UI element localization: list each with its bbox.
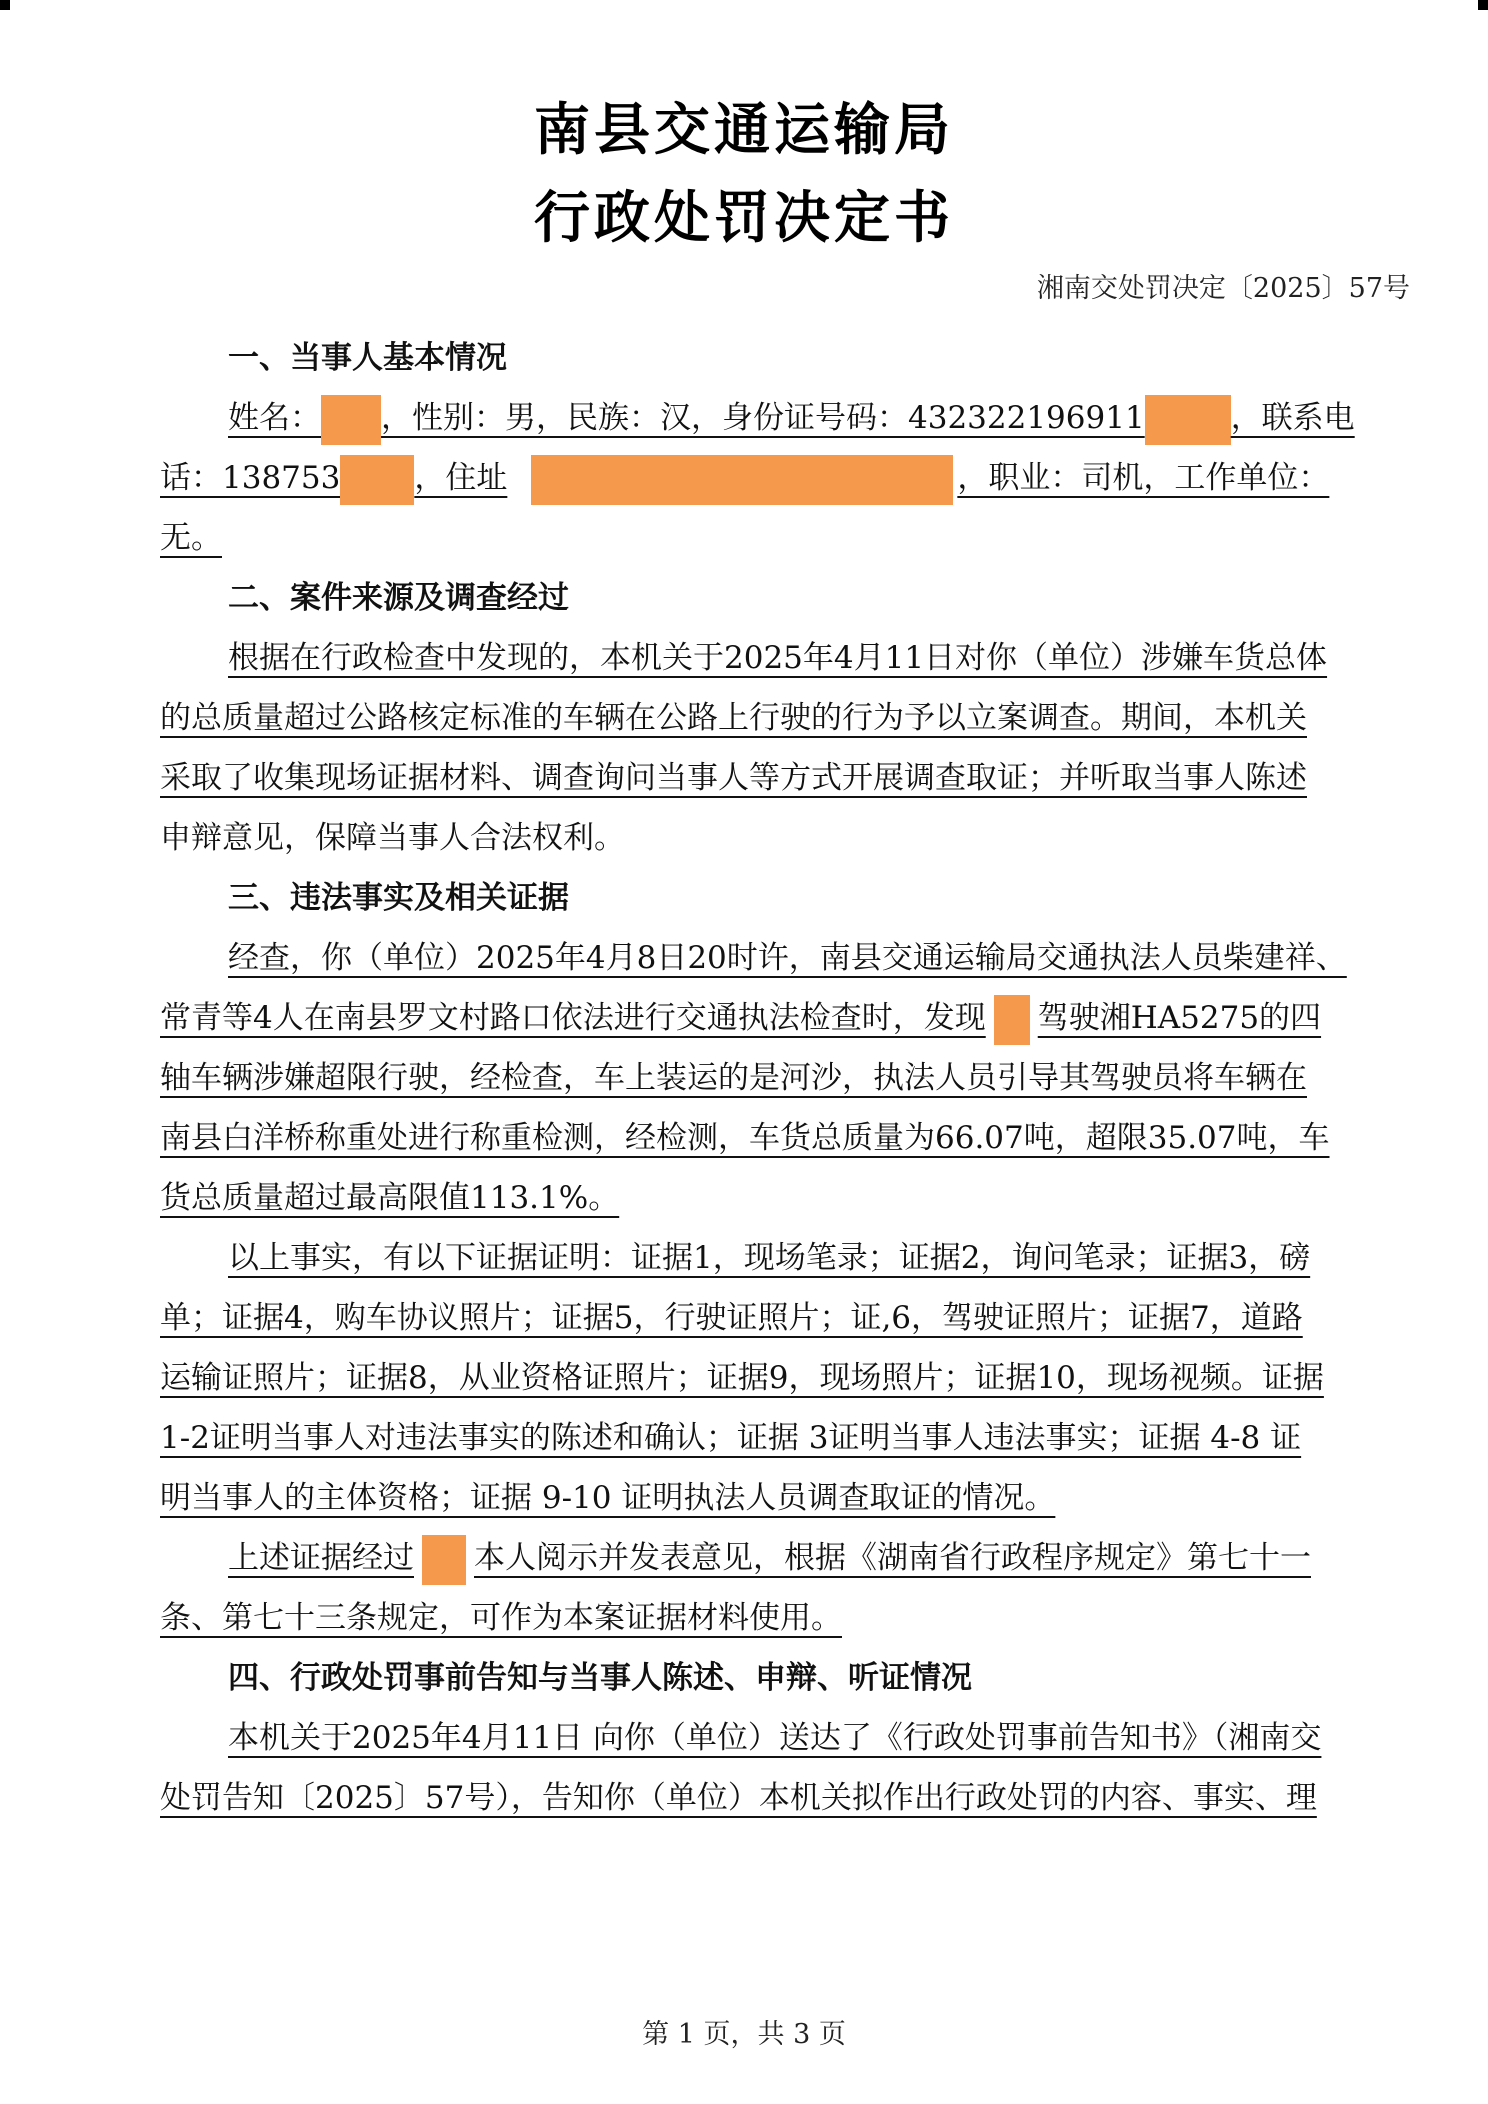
text-span: 本机关于2025年4月11日 向你（单位）送达了《行政处罚事前告知书》（湘南交 [228, 1720, 1322, 1756]
text-span: 1-2证明当事人对违法事实的陈述和确认；证据 3证明当事人违法事实；证据 4-8 证 [160, 1420, 1302, 1456]
paragraph-line [160, 688, 1406, 748]
redaction-box [422, 1535, 466, 1585]
text-span: 以上事实，有以下证据证明：证据1，现场笔录；证据2，询问笔录；证据3，磅 [228, 1240, 1311, 1276]
paragraph-line [160, 988, 1406, 1048]
text-span: ，住址 [414, 460, 508, 496]
section-heading: 四、行政处罚事前告知与当事人陈述、申辩、听证情况 [228, 1660, 972, 1696]
paragraph-line [160, 628, 1406, 688]
text-span: 姓名： [228, 400, 321, 436]
paragraph-line [160, 1768, 1406, 1828]
redaction-box [321, 395, 381, 445]
text-span: 上述证据经过 [228, 1540, 414, 1576]
redaction-box [531, 455, 953, 505]
text-span: 轴车辆涉嫌超限行驶，经检查，车上装运的是河沙，执法人员引导其驾驶员将车辆在 [160, 1060, 1307, 1096]
party-info-line [160, 388, 1406, 448]
text-span: ，职业：司机，工作单位： [957, 460, 1330, 496]
section-heading: 二、案件来源及调查经过 [228, 580, 569, 616]
text-span: 本人阅示并发表意见，根据《湖南省行政程序规定》第七十一 [474, 1540, 1311, 1576]
paragraph-line [160, 1348, 1406, 1408]
paragraph-line [160, 1708, 1406, 1768]
text-span: ，联系电 [1230, 400, 1355, 436]
text-span: 单；证据4，购车协议照片；证据5，行驶证照片；证,6，驾驶证照片；证据7，道路 [160, 1300, 1303, 1336]
text-span: 无。 [160, 520, 222, 556]
corner-mark [0, 0, 10, 10]
paragraph-line [160, 1468, 1406, 1528]
paragraph-line [160, 1168, 1406, 1228]
redaction-box [340, 455, 414, 505]
text-span: 驾驶湘HA5275的四 [1037, 1000, 1322, 1036]
text-span: 的总质量超过公路核定标准的车辆在公路上行驶的行为予以立案调查。期间，本机关 [160, 700, 1307, 736]
paragraph-line [160, 1528, 1406, 1588]
text-span: 经查，你（单位）2025年4月8日20时许，南县交通运输局交通执法人员柴建祥、 [228, 940, 1347, 976]
section-heading: 一、当事人基本情况 [228, 340, 507, 376]
paragraph-line: 申辩意见，保障当事人合法权利。 [160, 820, 625, 856]
party-info-line [160, 448, 1406, 508]
text-span: 根据在行政检查中发现的，本机关于2025年4月11日对你（单位）涉嫌车货总体 [228, 640, 1328, 676]
paragraph-line [160, 1108, 1406, 1168]
text-span: 处罚告知〔2025〕57号），告知你（单位）本机关拟作出行政处罚的内容、事实、理 [160, 1780, 1317, 1816]
party-info-line [160, 508, 1406, 568]
paragraph-line [160, 1288, 1406, 1348]
redaction-box [994, 995, 1030, 1045]
section-heading: 三、违法事实及相关证据 [228, 880, 569, 916]
page-title: 南县交通运输局 [534, 98, 954, 163]
document-number: 湘南交处罚决定〔2025〕57号 [1036, 273, 1410, 304]
text-span: 货总质量超过最高限值113.1%。 [160, 1180, 620, 1216]
text-span: 明当事人的主体资格；证据 9-10 证明执法人员调查取证的情况。 [160, 1480, 1056, 1516]
text-span: 南县白洋桥称重处进行称重检测，经检测，车货总质量为66.07吨，超限35.07吨，车 [160, 1120, 1330, 1156]
redaction-box [1145, 395, 1231, 445]
page-number: 第 1 页，共 3 页 [642, 2019, 846, 2050]
text-span: 条、第七十三条规定，可作为本案证据材料使用。 [160, 1600, 842, 1636]
text-span: 运输证照片；证据8，从业资格证照片；证据9，现场照片；证据10，现场视频。证据 [160, 1360, 1324, 1396]
page-subtitle: 行政处罚决定书 [534, 186, 954, 251]
paragraph-line [160, 1228, 1406, 1288]
paragraph-line [160, 928, 1406, 988]
text-span: 常青等4人在南县罗文村路口依法进行交通执法检查时，发现 [160, 1000, 986, 1036]
paragraph-line [160, 1588, 1406, 1648]
text-span: 采取了收集现场证据材料、调查询问当事人等方式开展调查取证；并听取当事人陈述 [160, 760, 1307, 796]
text-span: ，性别：男，民族：汉，身份证号码：432322196911 [381, 400, 1145, 436]
paragraph-line [160, 1408, 1406, 1468]
corner-mark [1478, 0, 1488, 10]
text-span: 话：138753 [160, 460, 341, 496]
document-body [160, 328, 1406, 1828]
paragraph-line [160, 748, 1406, 808]
paragraph-line [160, 1048, 1406, 1108]
